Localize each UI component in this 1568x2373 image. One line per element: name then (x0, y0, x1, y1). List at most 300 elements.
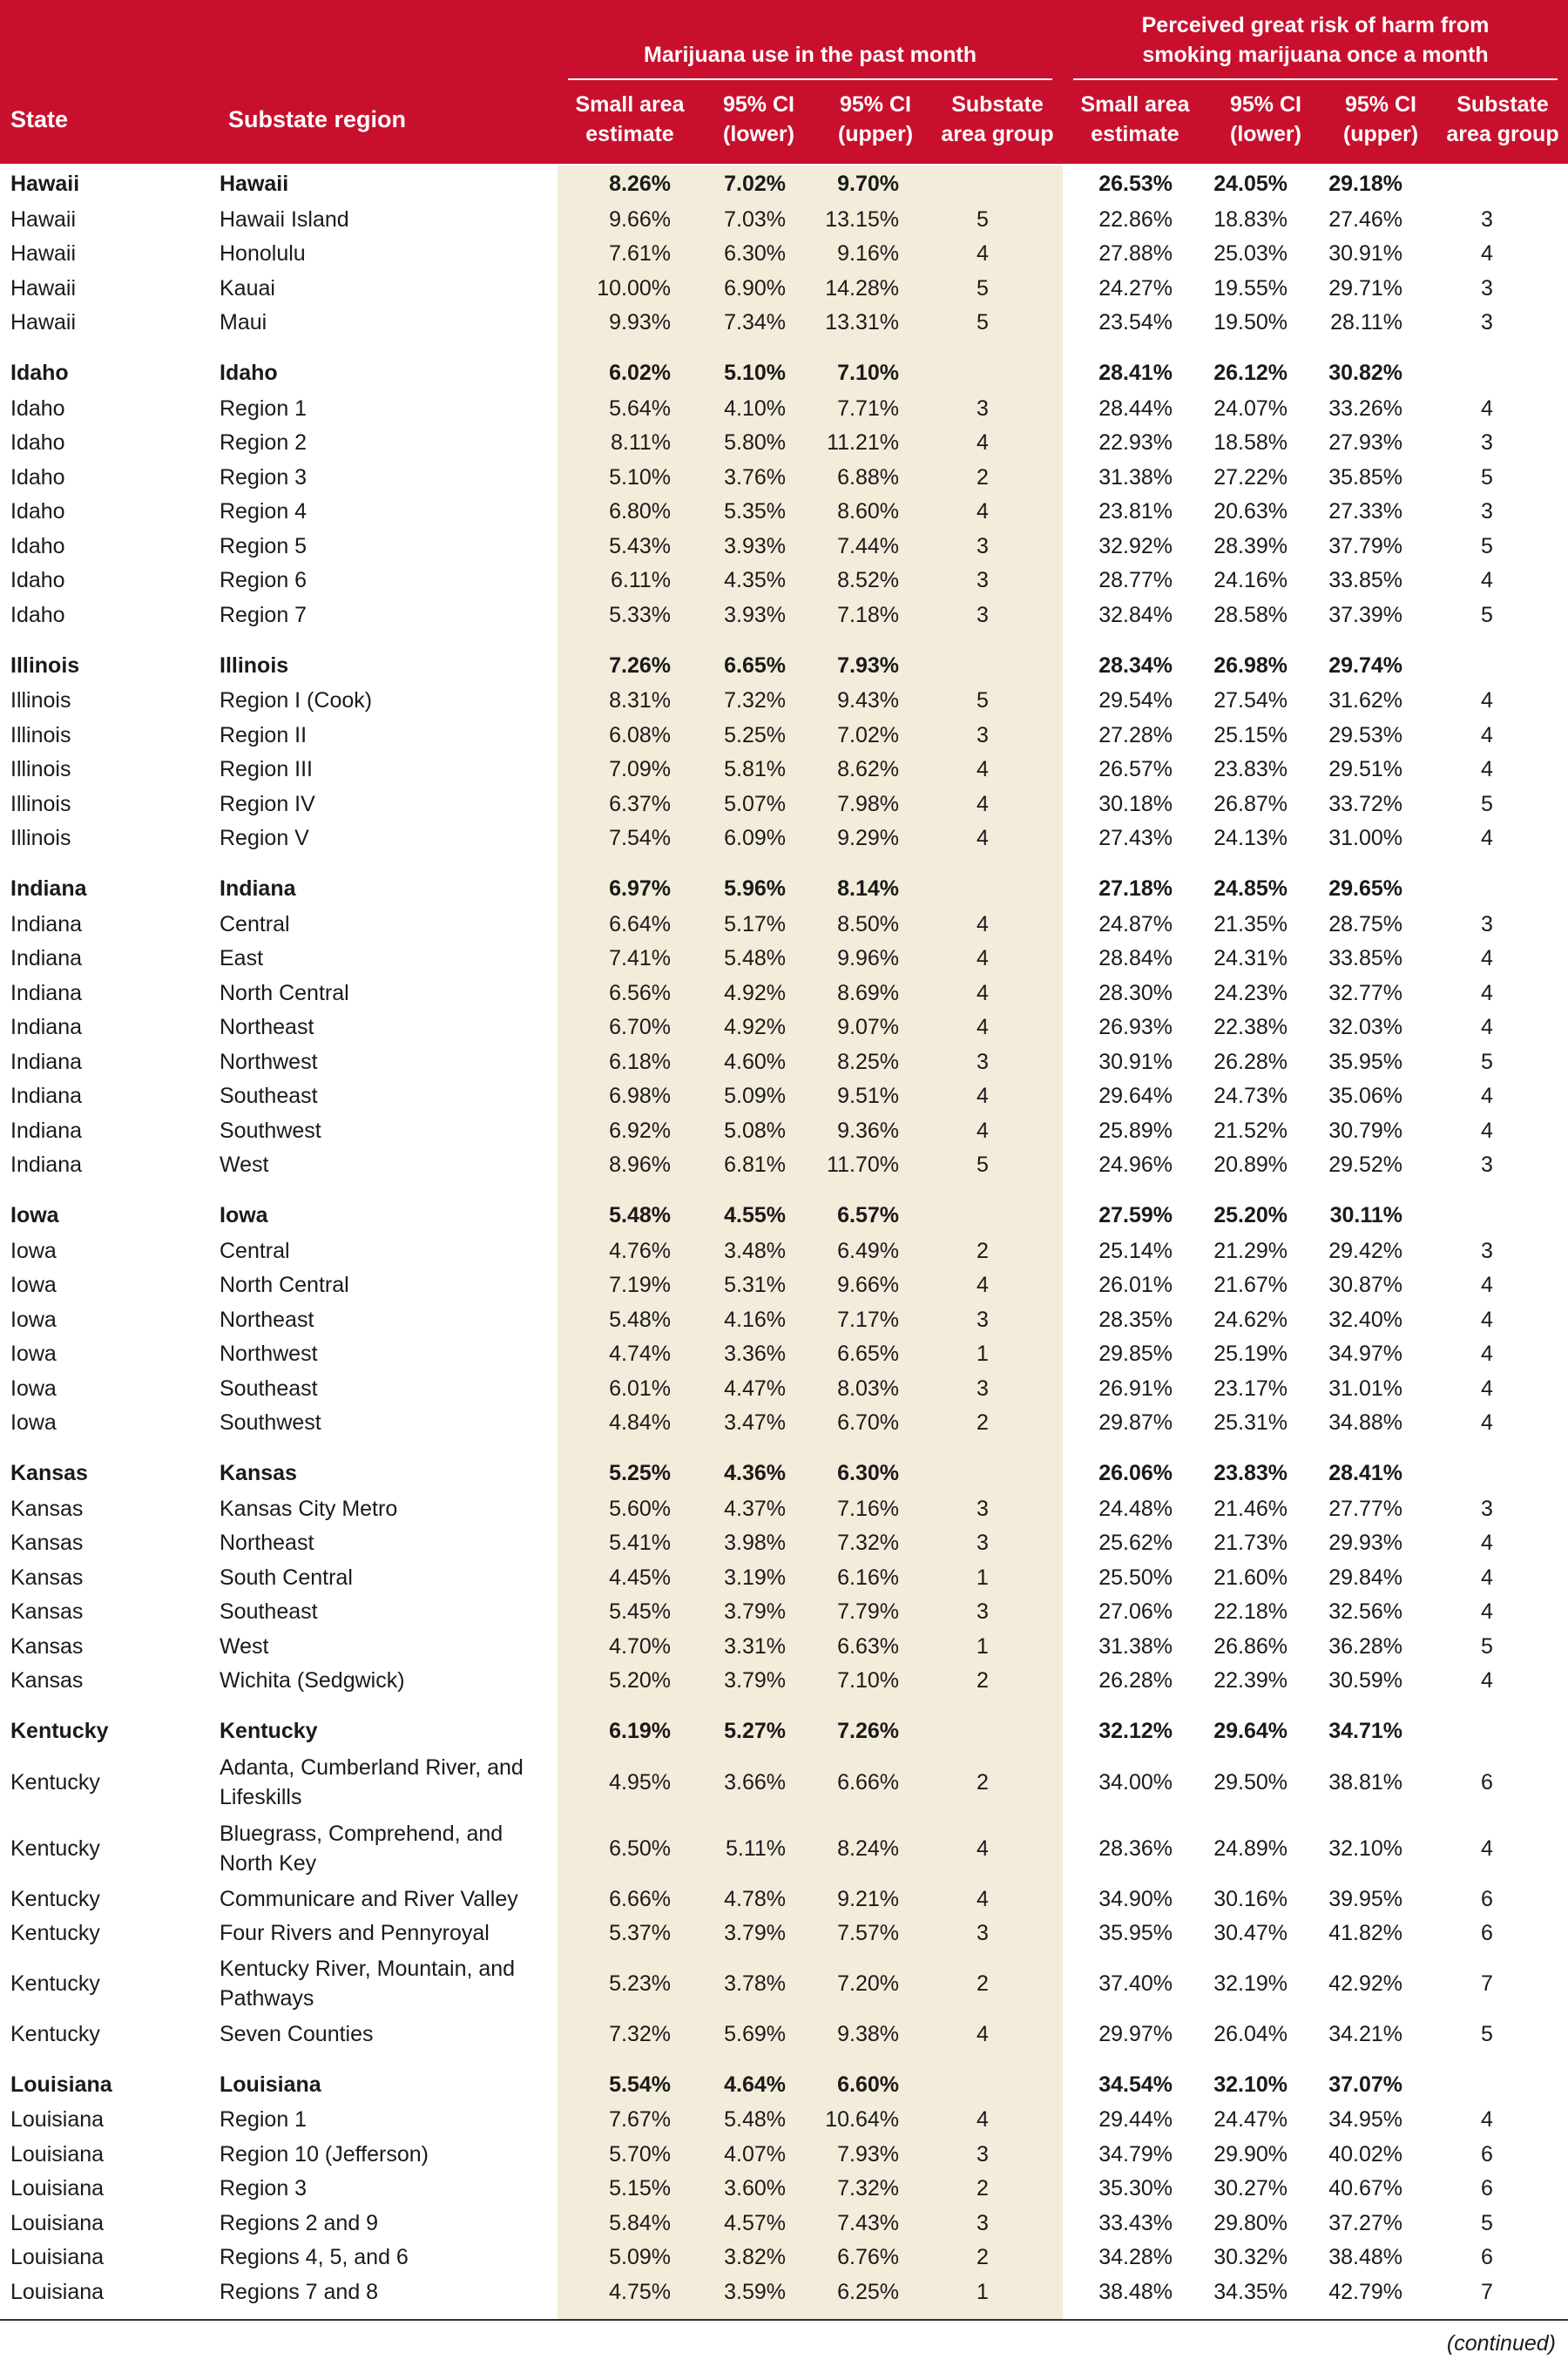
table-row (0, 1526, 1568, 1561)
state-name: Louisiana (10, 2279, 105, 2304)
use-ci-lower: 4.92% (724, 980, 786, 1005)
use-ci-lower: 7.02% (724, 172, 786, 196)
state-name: Hawaii (10, 275, 77, 301)
use-estimate: 6.64% (609, 911, 671, 936)
use-area-group: 4 (977, 499, 989, 524)
risk-area-group: 4 (1481, 946, 1493, 971)
table-row (0, 1045, 1568, 1079)
use-ci-lower: 3.31% (724, 1633, 786, 1659)
risk-estimate: 28.34% (1098, 652, 1173, 678)
risk-ci-lower: 21.52% (1213, 1118, 1288, 1143)
use-estimate: 6.97% (609, 876, 671, 901)
risk-ci-lower: 26.86% (1213, 1633, 1288, 1659)
risk-ci-upper: 30.79% (1328, 1118, 1402, 1143)
risk-ci-upper: 35.95% (1328, 1049, 1402, 1074)
use-estimate: 7.09% (609, 757, 671, 782)
table-row (0, 2206, 1568, 2241)
use-ci-upper: 8.62% (837, 757, 899, 782)
state-name: Louisiana (10, 2107, 105, 2133)
state-name: Illinois (10, 757, 71, 782)
use-estimate: 8.26% (609, 172, 671, 196)
state-name: Louisiana (10, 2072, 112, 2097)
use-estimate: 7.61% (609, 241, 671, 267)
region-name: Region 2 (220, 430, 308, 456)
risk-estimate: 34.28% (1098, 2245, 1173, 2270)
table-row (0, 787, 1568, 821)
risk-ci-lower: 26.98% (1213, 652, 1288, 678)
use-ci-lower: 3.47% (724, 1410, 786, 1436)
risk-ci-lower: 24.16% (1213, 568, 1288, 593)
risk-ci-upper: 34.97% (1328, 1342, 1402, 1367)
use-estimate: 6.56% (609, 980, 671, 1005)
risk-estimate: 29.87% (1098, 1410, 1173, 1436)
use-ci-upper: 7.18% (837, 602, 899, 627)
region-name: South Central (220, 1565, 353, 1590)
risk-area-group: 4 (1481, 1307, 1493, 1332)
use-estimate: 6.98% (609, 1084, 671, 1109)
use-ci-upper: 11.21% (827, 430, 899, 456)
use-ci-upper: 9.70% (837, 172, 899, 196)
risk-ci-lower: 22.38% (1213, 1015, 1288, 1040)
use-ci-upper: 13.15% (825, 206, 899, 232)
use-area-group (902, 1455, 1063, 1491)
use-estimate: 10.00% (597, 275, 671, 301)
use-estimate: 5.54% (609, 2072, 671, 2097)
risk-area-group: 6 (1481, 2141, 1493, 2167)
use-area-group: 4 (977, 946, 989, 971)
risk-area-group (1406, 1455, 1568, 1491)
risk-estimate: 26.57% (1098, 757, 1173, 782)
risk-ci-lower: 27.22% (1213, 464, 1288, 490)
risk-area-group: 3 (1481, 499, 1493, 524)
state-name: Idaho (10, 602, 65, 627)
risk-ci-upper: 35.85% (1328, 464, 1402, 490)
risk-estimate: 27.18% (1098, 876, 1173, 901)
use-ci-upper: 6.76% (837, 2245, 899, 2270)
use-ci-upper: 6.88% (837, 464, 899, 490)
table-row (0, 1406, 1568, 1441)
use-area-group: 4 (977, 2107, 989, 2133)
use-ci-lower: 5.48% (724, 2107, 786, 2133)
region-name: East (220, 946, 264, 971)
risk-area-group: 7 (1481, 1971, 1493, 1996)
risk-estimate: 24.87% (1098, 911, 1173, 936)
risk-ci-lower: 24.73% (1213, 1084, 1288, 1109)
use-ci-lower: 4.10% (724, 396, 786, 421)
risk-area-group: 4 (1481, 1376, 1493, 1401)
table-row (0, 529, 1568, 564)
use-estimate: 7.26% (609, 652, 671, 678)
region-name: Region V (220, 826, 309, 851)
risk-estimate: 35.30% (1098, 2176, 1173, 2201)
risk-estimate: 24.96% (1098, 1153, 1173, 1178)
risk-estimate: 35.95% (1098, 1921, 1173, 1946)
use-ci-lower: 3.82% (724, 2245, 786, 2270)
state-name: Kansas (10, 1668, 84, 1694)
risk-ci-lower: 25.15% (1213, 722, 1288, 747)
risk-ci-lower: 25.31% (1213, 1410, 1288, 1436)
risk-ci-upper: 34.95% (1328, 2107, 1402, 2133)
region-name: Communicare and River Valley (220, 1886, 518, 1911)
region-name: Northwest (220, 1049, 318, 1074)
use-estimate: 6.11% (610, 568, 671, 593)
use-ci-upper: 7.32% (837, 2176, 899, 2201)
use-area-group (902, 2066, 1063, 2103)
region-name: Southwest (220, 1410, 321, 1436)
risk-ci-lower: 30.32% (1213, 2245, 1288, 2270)
use-ci-lower: 3.76% (724, 464, 786, 490)
risk-area-group: 4 (1481, 980, 1493, 1005)
use-ci-upper: 7.57% (837, 1921, 899, 1946)
use-area-group: 3 (977, 568, 989, 593)
use-estimate: 5.33% (609, 602, 671, 627)
region-name: Regions 7 and 8 (220, 2279, 379, 2304)
risk-ci-lower: 20.63% (1213, 499, 1288, 524)
use-ci-upper: 6.65% (837, 1342, 899, 1367)
risk-ci-lower: 26.28% (1213, 1049, 1288, 1074)
use-ci-lower: 5.09% (724, 1084, 786, 1109)
use-ci-upper: 7.79% (837, 1599, 899, 1625)
use-estimate: 7.19% (609, 1273, 671, 1298)
use-estimate: 5.70% (609, 2141, 671, 2167)
state-name: Indiana (10, 980, 83, 1005)
use-ci-lower: 5.25% (724, 722, 786, 747)
use-estimate: 5.09% (609, 2245, 671, 2270)
use-area-group: 4 (977, 1273, 989, 1298)
use-estimate: 6.18% (609, 1049, 671, 1074)
risk-ci-upper: 42.92% (1328, 1971, 1402, 1996)
use-ci-lower: 7.34% (724, 310, 786, 335)
risk-area-group (1406, 2066, 1568, 2103)
risk-estimate: 28.44% (1098, 396, 1173, 421)
risk-ci-lower: 26.87% (1213, 791, 1288, 816)
risk-ci-lower: 30.47% (1213, 1921, 1288, 1946)
use-area-group: 4 (977, 1118, 989, 1143)
use-ci-lower: 3.98% (724, 1531, 786, 1556)
state-name: Indiana (10, 1084, 83, 1109)
risk-ci-lower: 29.50% (1213, 1770, 1288, 1795)
table-row (0, 976, 1568, 1011)
use-ci-upper: 7.20% (837, 1971, 899, 1996)
use-area-group: 4 (977, 2021, 989, 2046)
use-area-group (902, 166, 1063, 202)
risk-area-group (1406, 1197, 1568, 1234)
risk-estimate: 26.06% (1098, 1461, 1173, 1485)
risk-ci-upper: 37.79% (1328, 533, 1402, 558)
risk-ci-upper: 35.06% (1328, 1084, 1402, 1109)
risk-ci-upper: 29.71% (1328, 275, 1402, 301)
risk-ci-lower: 26.12% (1213, 361, 1288, 385)
table-row (0, 821, 1568, 856)
region-name: Kauai (220, 275, 275, 301)
risk-area-group: 4 (1481, 757, 1493, 782)
risk-estimate: 32.92% (1098, 533, 1173, 558)
region-name: Region II (220, 722, 308, 747)
state-name: Idaho (10, 396, 65, 421)
state-name: Iowa (10, 1203, 59, 1227)
risk-estimate: 27.06% (1098, 1599, 1173, 1625)
risk-area-group: 4 (1481, 1668, 1493, 1694)
use-area-group: 1 (977, 1633, 989, 1659)
table-row (0, 1113, 1568, 1148)
table-row (0, 495, 1568, 530)
risk-estimate: 28.30% (1098, 980, 1173, 1005)
risk-estimate: 27.59% (1098, 1203, 1173, 1227)
risk-ci-upper: 29.93% (1328, 1531, 1402, 1556)
risk-estimate: 27.28% (1098, 722, 1173, 747)
use-ci-lower: 7.32% (724, 688, 786, 713)
state-name: Iowa (10, 1273, 57, 1298)
table-row (0, 1011, 1568, 1045)
risk-area-group: 4 (1481, 1565, 1493, 1590)
use-ci-lower: 4.35% (724, 568, 786, 593)
use-estimate: 6.80% (609, 499, 671, 524)
risk-estimate: 34.00% (1098, 1770, 1173, 1795)
use-estimate: 7.67% (609, 2107, 671, 2133)
table-row (0, 306, 1568, 341)
use-area-group: 2 (977, 2245, 989, 2270)
risk-ci-lower: 23.17% (1213, 1376, 1288, 1401)
use-ci-upper: 9.43% (837, 688, 899, 713)
use-ci-upper: 6.16% (837, 1565, 899, 1590)
use-estimate: 5.41% (609, 1531, 671, 1556)
use-ci-upper: 9.51% (837, 1084, 899, 1109)
use-ci-upper: 7.16% (837, 1496, 899, 1521)
use-estimate: 5.84% (609, 2210, 671, 2235)
state-name: Kentucky (10, 1971, 100, 1996)
risk-area-group: 3 (1481, 1153, 1493, 1178)
risk-ci-lower: 22.18% (1213, 1599, 1288, 1625)
use-area-group: 2 (977, 1410, 989, 1436)
region-name: West (220, 1153, 269, 1178)
use-ci-lower: 4.36% (724, 1461, 786, 1485)
state-summary-row (0, 1455, 1568, 1491)
use-ci-lower: 6.65% (724, 652, 786, 678)
region-name: West (220, 1633, 269, 1659)
region-name: Region III (220, 757, 314, 782)
use-estimate: 7.54% (609, 826, 671, 851)
table-row (0, 2137, 1568, 2172)
region-name: Northeast (220, 1015, 314, 1040)
risk-area-group: 4 (1481, 722, 1493, 747)
use-area-group: 4 (977, 1084, 989, 1109)
risk-area-group: 5 (1481, 2210, 1493, 2235)
state-name: Kentucky (10, 1719, 109, 1743)
region-name: Adanta, Cumberland River, and Lifeskills (220, 1755, 524, 1809)
risk-estimate: 27.43% (1098, 826, 1173, 851)
risk-area-group: 4 (1481, 1531, 1493, 1556)
table-row (0, 1815, 1568, 1882)
risk-area-group: 3 (1481, 911, 1493, 936)
risk-ci-lower: 29.80% (1213, 2210, 1288, 2235)
table-row (0, 1491, 1568, 1526)
state-name: Idaho (10, 499, 65, 524)
risk-ci-upper: 30.91% (1328, 241, 1402, 267)
region-name: Region 1 (220, 2107, 308, 2133)
use-estimate: 7.41% (609, 946, 671, 971)
region-name: Idaho (220, 361, 278, 385)
table-row (0, 460, 1568, 495)
use-area-group: 3 (977, 1599, 989, 1625)
state-name: Kansas (10, 1531, 84, 1556)
use-area-group: 3 (977, 1307, 989, 1332)
risk-ci-upper: 27.93% (1328, 430, 1402, 456)
risk-ci-lower: 21.29% (1213, 1238, 1288, 1263)
region-name: Kansas City Metro (220, 1496, 398, 1521)
use-ci-lower: 5.69% (724, 2021, 786, 2046)
use-ci-lower: 4.37% (724, 1496, 786, 1521)
state-name: Iowa (10, 1376, 57, 1401)
risk-estimate: 29.54% (1098, 688, 1173, 713)
risk-ci-upper: 39.95% (1328, 1886, 1402, 1911)
use-estimate: 4.70% (609, 1633, 671, 1659)
risk-estimate: 31.38% (1098, 1633, 1173, 1659)
table-row (0, 1560, 1568, 1595)
col-header-risk-lower: 95% CI (lower) (1230, 92, 1301, 146)
risk-ci-upper: 34.88% (1328, 1410, 1402, 1436)
risk-area-group: 4 (1481, 1342, 1493, 1367)
use-ci-lower: 4.55% (724, 1203, 786, 1227)
risk-area-group (1406, 355, 1568, 391)
use-estimate: 5.48% (609, 1203, 671, 1227)
region-name: Southeast (220, 1084, 318, 1109)
region-name: Bluegrass, Comprehend, and North Key (220, 1822, 504, 1876)
use-ci-lower: 6.30% (724, 241, 786, 267)
region-name: Four Rivers and Pennyroyal (220, 1921, 490, 1946)
use-ci-lower: 4.92% (724, 1015, 786, 1040)
table-row (0, 2103, 1568, 2138)
use-ci-lower: 5.31% (724, 1273, 786, 1298)
use-estimate: 5.45% (609, 1599, 671, 1625)
risk-area-group: 4 (1481, 688, 1493, 713)
region-name: Maui (220, 310, 267, 335)
use-area-group: 2 (977, 2176, 989, 2201)
use-ci-upper: 6.66% (837, 1770, 899, 1795)
use-ci-lower: 3.93% (724, 602, 786, 627)
state-name: Kansas (10, 1633, 84, 1659)
use-area-group: 4 (977, 241, 989, 267)
risk-ci-lower: 24.23% (1213, 980, 1288, 1005)
risk-estimate: 28.84% (1098, 946, 1173, 971)
risk-ci-lower: 30.27% (1213, 2176, 1288, 2201)
use-area-group: 3 (977, 396, 989, 421)
risk-ci-lower: 28.39% (1213, 533, 1288, 558)
state-name: Idaho (10, 533, 65, 558)
risk-ci-upper: 42.79% (1328, 2279, 1402, 2304)
risk-estimate: 31.38% (1098, 464, 1173, 490)
table-row (0, 2017, 1568, 2052)
risk-area-group: 4 (1481, 1084, 1493, 1109)
risk-ci-lower: 24.31% (1213, 946, 1288, 971)
risk-estimate: 30.91% (1098, 1049, 1173, 1074)
risk-area-group: 4 (1481, 1015, 1493, 1040)
use-ci-upper: 9.07% (837, 1015, 899, 1040)
risk-ci-upper: 32.77% (1328, 980, 1402, 1005)
risk-ci-upper: 34.71% (1328, 1719, 1402, 1743)
state-name: Kentucky (10, 1770, 100, 1795)
table-row (0, 2172, 1568, 2207)
risk-area-group: 5 (1481, 464, 1493, 490)
table-row (0, 1302, 1568, 1337)
risk-ci-upper: 30.82% (1328, 361, 1402, 385)
use-ci-upper: 7.10% (837, 1668, 899, 1694)
region-name: Region 6 (220, 568, 308, 593)
use-ci-lower: 6.09% (724, 826, 786, 851)
use-ci-lower: 4.16% (724, 1307, 786, 1332)
region-name: Central (220, 1238, 290, 1263)
use-area-group: 3 (977, 2141, 989, 2167)
use-area-group: 3 (977, 1531, 989, 1556)
region-name: Hawaii (220, 172, 289, 196)
use-estimate: 5.10% (609, 464, 671, 490)
risk-area-group: 4 (1481, 1836, 1493, 1861)
risk-estimate: 29.64% (1098, 1084, 1173, 1109)
use-estimate: 5.20% (609, 1668, 671, 1694)
risk-ci-upper: 40.02% (1328, 2141, 1402, 2167)
risk-ci-upper: 33.72% (1328, 791, 1402, 816)
use-ci-upper: 9.16% (837, 241, 899, 267)
use-area-group: 3 (977, 2210, 989, 2235)
group-spacer (0, 1440, 1568, 1455)
risk-ci-upper: 38.48% (1328, 2245, 1402, 2270)
use-ci-upper: 6.60% (837, 2072, 899, 2097)
state-name: Idaho (10, 568, 65, 593)
use-ci-lower: 5.11% (725, 1836, 786, 1861)
use-estimate: 9.93% (609, 310, 671, 335)
use-ci-lower: 3.19% (724, 1565, 786, 1590)
use-ci-lower: 5.10% (724, 361, 786, 385)
use-ci-lower: 5.27% (724, 1719, 786, 1743)
state-name: Iowa (10, 1342, 57, 1367)
use-ci-lower: 5.07% (724, 791, 786, 816)
use-ci-upper: 6.70% (837, 1410, 899, 1436)
risk-ci-upper: 34.21% (1328, 2021, 1402, 2046)
state-name: Louisiana (10, 2245, 105, 2270)
region-name: Region 1 (220, 396, 308, 421)
risk-estimate: 29.85% (1098, 1342, 1173, 1367)
risk-area-group: 5 (1481, 2021, 1493, 2046)
risk-ci-upper: 27.77% (1328, 1496, 1402, 1521)
risk-estimate: 32.84% (1098, 602, 1173, 627)
region-name: Region 5 (220, 533, 308, 558)
risk-estimate: 37.40% (1098, 1971, 1173, 1996)
use-estimate: 6.19% (609, 1719, 671, 1743)
use-area-group: 4 (977, 1836, 989, 1861)
table-row (0, 237, 1568, 272)
state-name: Indiana (10, 946, 83, 971)
table-row (0, 1337, 1568, 1372)
use-ci-lower: 3.60% (724, 2176, 786, 2201)
risk-area-group: 5 (1481, 533, 1493, 558)
use-area-group: 4 (977, 911, 989, 936)
risk-area-group: 5 (1481, 791, 1493, 816)
state-summary-row (0, 2066, 1568, 2103)
risk-estimate: 24.27% (1098, 275, 1173, 301)
use-ci-lower: 4.64% (724, 2072, 786, 2097)
group-title-risk: Perceived great risk of harm from smoking marijuana once a month (1073, 10, 1558, 80)
col-header-use-estimate: Small area estimate (575, 92, 685, 146)
use-ci-lower: 5.08% (724, 1118, 786, 1143)
risk-estimate: 26.28% (1098, 1668, 1173, 1694)
risk-area-group: 6 (1481, 1921, 1493, 1946)
risk-ci-upper: 32.40% (1328, 1307, 1402, 1332)
use-estimate: 5.43% (609, 533, 671, 558)
risk-ci-lower: 29.64% (1213, 1719, 1288, 1743)
use-ci-upper: 8.69% (837, 980, 899, 1005)
risk-ci-upper: 30.87% (1328, 1273, 1402, 1298)
risk-ci-lower: 25.03% (1213, 241, 1288, 267)
use-ci-upper: 8.14% (837, 876, 899, 901)
